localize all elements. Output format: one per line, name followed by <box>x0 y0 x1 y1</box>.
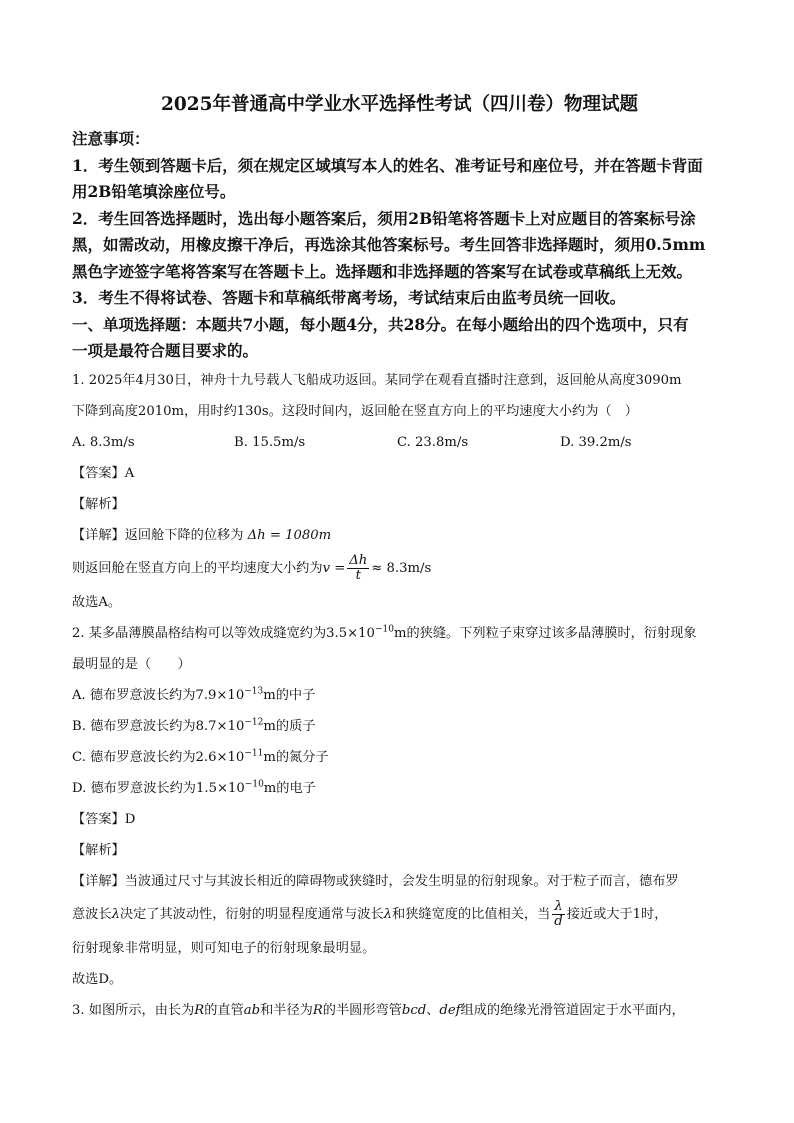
q1-speed-fraction <box>347 554 369 583</box>
q2-option-c-exponent: −11 <box>244 748 264 759</box>
q2-option-c-unit: m的氮分子 <box>263 749 329 765</box>
exam-page <box>72 92 727 1026</box>
q1-speed-text: 则返回舱在竖直方向上的平均速度大小约为 <box>72 560 323 576</box>
q2-stem-text-b: m的狭缝。下列粒子束穿过该多晶薄膜时，衍射现象 <box>393 625 697 641</box>
q1-conclusion: 故选A。 <box>72 594 122 610</box>
page-title: 2025年普通高中学业水平选择性考试（四川卷）物理试题 <box>161 94 638 115</box>
q2-lambda-symbol: λ <box>111 906 120 922</box>
note-3: 3．考生不得将试卷、答题卡和草稿纸带离考场，考试结束后由监考员统一回收。 <box>72 288 626 307</box>
q2-option-d-text: D. 德布罗意波长约为1.5×10 <box>72 780 245 796</box>
q3-stem-line-1 <box>72 995 727 1026</box>
q3-text-b: 的直管 <box>204 1002 244 1018</box>
q2-conclusion: 故选D。 <box>72 971 123 987</box>
q1-speed-line <box>72 551 727 587</box>
q3-text-f: 组成的绝缘光滑管道固定于水平面内， <box>460 1002 685 1018</box>
q3-var-ab: ab <box>243 1002 261 1018</box>
q2-option-d-exponent: −10 <box>244 779 264 790</box>
q3-text-a: 3. 如图所示，由长为 <box>72 1002 195 1018</box>
q1-displacement-formula: Δh = 1080m <box>247 527 332 543</box>
q1-detail-text: 【详解】返回舱下降的位移为 <box>72 527 244 543</box>
q2-answer: 【答案】D <box>72 811 136 827</box>
q2-option-d-unit: m的电子 <box>263 780 316 796</box>
q1-stem-line-2: 下降到高度2010m，用时约130s。这段时间内，返回舱在竖直方向上的平均速度大小约为（ ） <box>72 403 638 419</box>
q1-speed-result: ≈ 8.3m/s <box>371 560 432 576</box>
q2-detail-line-1: 【详解】当波通过尺寸与其波长相近的障碍物或狭缝时，会发生明显的衍射现象。对于粒子而言，德布罗 <box>72 873 679 889</box>
q3-var-r: R <box>194 1002 205 1018</box>
q2-option-b-exponent: −12 <box>244 717 264 728</box>
note-2-line-2: 黑，如需改动，用橡皮擦干净后，再选涂其他答案标号。考生回答非选择题时，须用0.5mm <box>72 235 706 254</box>
note-2-line-3: 黑色字迹签字笔将答案写在答题卡上。选择题和非选择题的答案写在试卷或草稿纸上无效。 <box>72 261 693 281</box>
q1-options <box>72 427 727 458</box>
q2-option-d <box>72 773 727 804</box>
q2-detail-line-3: 衍射现象非常明显，则可知电子的衍射现象最明显。 <box>72 940 376 956</box>
q2-detail-line-2 <box>72 897 727 933</box>
q2-detail-text-a: 意波长 <box>72 906 112 922</box>
q2-analysis-label: 【解析】 <box>72 842 125 858</box>
q1-speed-var: v = <box>322 560 346 576</box>
q1-analysis-label: 【解析】 <box>72 496 125 512</box>
q2-option-a-exponent: −13 <box>244 686 264 697</box>
notes-heading: 注意事项： <box>72 129 150 148</box>
note-2-line-1: 2．考生回答选择题时，选出每小题答案后，须用2B铅笔将答题卡上对应题目的答案标号涂 <box>72 208 696 228</box>
q2-lambda-symbol-2: λ <box>383 906 393 922</box>
q1-stem-line-1: 1. 2025年4月30日，神舟十九号载人飞船成功返回。某同学在观看直播时注意到，返回舱从高度3090m <box>72 372 682 388</box>
q2-detail-text-b: 决定了其波动性，衍射的明显程度通常与波长 <box>119 906 384 922</box>
section-1-heading-line-1: 一、单项选择题：本题共7小题，每小题4分，共28分。在每小题给出的四个选项中，只有 <box>72 314 689 334</box>
q3-var-bcd: bcd <box>401 1002 427 1018</box>
q2-ratio-fraction <box>552 900 564 929</box>
q3-text-c: 和半径为 <box>260 1002 313 1018</box>
q1-fraction-numerator: Δh <box>349 552 368 568</box>
q3-text-e: 、 <box>426 1002 440 1018</box>
q2-stem-line-1 <box>72 618 727 649</box>
q2-detail-text-d: 接近或大于1时， <box>566 906 668 922</box>
q2-option-b-text: B. 德布罗意波长约为8.7×10 <box>72 718 245 734</box>
q2-detail-text-c: 和狭缝宽度的比值相关，当 <box>392 906 551 922</box>
q1-option-d: D. 39.2m/s <box>560 434 632 450</box>
q1-option-c: C. 23.8m/s <box>397 434 469 450</box>
q2-option-b-unit: m的质子 <box>263 718 316 734</box>
q3-text-d: 的半圆形弯管 <box>322 1002 402 1018</box>
q1-option-a: A. 8.3m/s <box>72 434 135 450</box>
q2-stem-exponent: −10 <box>374 624 394 635</box>
q2-fraction-denominator: d <box>554 913 563 929</box>
q1-option-b: B. 15.5m/s <box>234 434 306 450</box>
q2-option-c-text: C. 德布罗意波长约为2.6×10 <box>72 749 245 765</box>
note-1-line-1: 1．考生领到答题卡后，须在规定区域填写本人的姓名、准考证号和座位号，并在答题卡背面 <box>72 155 703 175</box>
q2-stem-line-2: 最明显的是（ ） <box>72 656 191 672</box>
q1-detail <box>72 520 727 551</box>
q2-stem-text-a: 2. 某多晶薄膜晶格结构可以等效成缝宽约为3.5×10 <box>72 625 375 641</box>
note-1-line-2: 用2B铅笔填涂座位号。 <box>72 182 236 201</box>
q2-option-a-unit: m的中子 <box>263 687 316 703</box>
q1-answer: 【答案】A <box>72 465 135 481</box>
q2-option-b <box>72 711 727 742</box>
q3-var-r-2: R <box>312 1002 323 1018</box>
q2-option-a-text: A. 德布罗意波长约为7.9×10 <box>72 687 245 703</box>
q1-fraction-denominator: t <box>355 567 361 583</box>
section-1-heading-line-2: 一项是最符合题目要求的。 <box>72 341 259 360</box>
q2-option-c <box>72 742 727 773</box>
q2-option-a <box>72 680 727 711</box>
q3-var-def: def <box>439 1002 461 1018</box>
q2-fraction-numerator: λ <box>554 898 563 914</box>
